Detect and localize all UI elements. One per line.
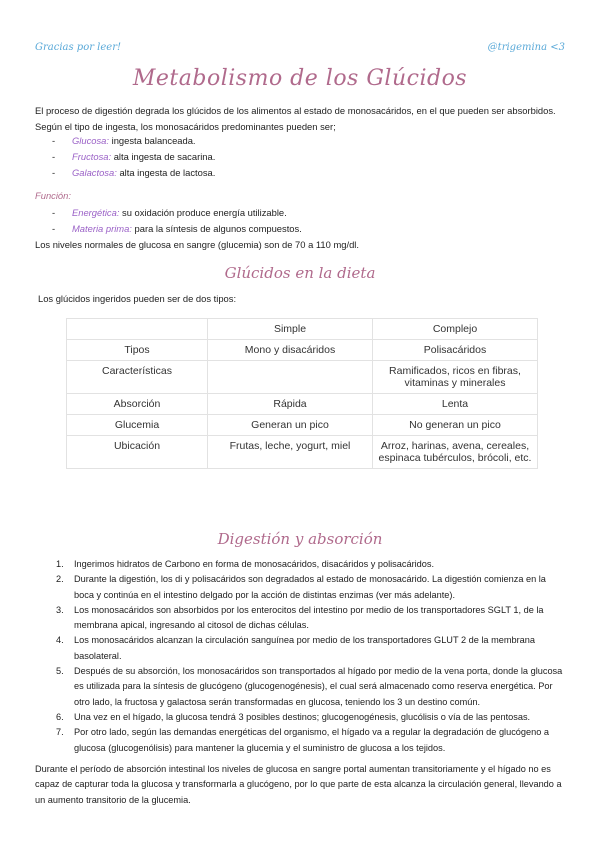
step-number: 4. <box>56 635 64 646</box>
table-cell: Ubicación <box>67 436 208 469</box>
step-text: Después de su absorción, los monosacáridos son transportados al hígado por medio de la vena porta, donde la glucosa es utilizada para la síntesis de glucógeno (glucogenogénesis), el cual será almacenado como reserva energética. Por otro lado, la fructosa y galactosa serán transformadas en glucosa, teniendo los 3 un destino común. <box>74 666 563 707</box>
list-item-term: Fructosa: <box>72 151 112 162</box>
step-text: Los monosacáridos alcanzan la circulación sanguínea por medio de los transportadores GLUT 2 de la membrana basolateral. <box>74 635 535 661</box>
table-cell <box>208 361 373 394</box>
table-cell: Mono y disacáridos <box>208 340 373 361</box>
list-item-desc: su oxidación produce energía utilizable. <box>122 207 287 218</box>
list-item-term: Galactosa: <box>72 167 117 178</box>
function-list <box>52 205 302 237</box>
list-item-term: Materia prima: <box>72 223 132 234</box>
table-cell: Rápida <box>208 394 373 415</box>
digestion-heading: Digestión y absorción <box>217 530 383 548</box>
header-left-note: Gracias por leer! <box>35 42 122 53</box>
list-item-term: Energética: <box>72 207 120 218</box>
table-cell: Tipos <box>67 340 208 361</box>
table-cell: Polisacáridos <box>373 340 538 361</box>
table-row <box>67 394 538 415</box>
table-cell: Arroz, harinas, avena, cereales, espinaca tubérculos, brócoli, etc. <box>373 436 538 469</box>
list-item: - Materia prima: para la síntesis de algunos compuestos. <box>52 221 302 237</box>
step-number: 2. <box>56 574 64 585</box>
digestion-steps <box>56 557 566 756</box>
list-item: - Energética: su oxidación produce energía utilizable. <box>52 205 302 221</box>
table-header-cell: Complejo <box>373 319 538 340</box>
list-item: - Glucosa: ingesta balanceada. <box>52 133 215 149</box>
table-cell: Frutas, leche, yogurt, miel <box>208 436 373 469</box>
function-label: Función: <box>35 190 71 201</box>
step-number: 1. <box>56 559 64 569</box>
step-text: Por otro lado, según las demandas energéticas del organismo, el hígado va a regular la degradación de glucógeno a glucosa (glucogenólisis) para mantener la glucemia y el suministro de glucosa a los tejidos. <box>74 727 550 753</box>
table-header-cell: Simple <box>208 319 373 340</box>
list-item <box>56 557 566 572</box>
monosaccharide-list <box>52 133 215 181</box>
table-cell: Generan un pico <box>208 415 373 436</box>
step-text: Una vez en el hígado, la glucosa tendrá 3 posibles destinos; glucogenogénesis, glucólisis o vía de las pentosas. <box>74 711 531 722</box>
list-item <box>56 633 566 664</box>
table-cell: Características <box>67 361 208 394</box>
table-cell: Lenta <box>373 394 538 415</box>
table-cell: Absorción <box>67 394 208 415</box>
list-item <box>56 603 566 634</box>
step-number: 3. <box>56 604 64 615</box>
step-text: Ingerimos hidratos de Carbono en forma de monosacáridos, disacáridos y polisacáridos. <box>74 559 435 569</box>
step-text: Los monosacáridos son absorbidos por los enterocitos del intestino por medio de los transportadores SGLT 1, de la membrana apical, ingresando al citosol de dichas células. <box>74 604 544 631</box>
table-row <box>67 340 538 361</box>
table-header-row <box>67 319 538 340</box>
table-row <box>67 361 538 394</box>
list-item <box>56 664 566 710</box>
step-number: 7. <box>56 727 64 738</box>
glycemia-note: Los niveles normales de glucosa en sangre (glucemia) son de 70 a 110 mg/dl. <box>35 239 359 250</box>
page-title: Metabolismo de los Glúcidos <box>132 66 468 91</box>
step-text: Durante la digestión, los di y polisacáridos son degradados al estado de monosacárido. La digestión comienza en la boca y continúa en el intestino delgado por la acción de distintas enzimas (ver más adelante). <box>74 574 546 600</box>
list-item: - Fructosa: alta ingesta de sacarina. <box>52 149 215 165</box>
list-item-desc: alta ingesta de sacarina. <box>113 151 216 162</box>
table-row <box>67 436 538 469</box>
diet-heading: Glúcidos en la dieta <box>224 264 376 282</box>
carbohydrate-table <box>66 318 538 469</box>
table-cell: Ramificados, ricos en fibras, vitaminas y minerales <box>373 361 538 394</box>
header-right-handle: @trigemina <3 <box>487 42 565 53</box>
list-item-desc: ingesta balanceada. <box>111 135 196 146</box>
step-number: 6. <box>56 711 64 722</box>
list-item <box>56 710 566 725</box>
step-number: 5. <box>56 666 64 677</box>
table-cell: Glucemia <box>67 415 208 436</box>
table-row <box>67 415 538 436</box>
list-item <box>56 572 566 603</box>
list-item-desc: alta ingesta de lactosa. <box>119 167 216 178</box>
closing-paragraph: Durante el período de absorción intestinal los niveles de glucosa en sangre portal aumentan transitoriamente y el hígado no es capaz de capturar toda la glucosa y transformarla a glucógeno, por lo que parte de esta alcanza la circulación general, llevando a un aumento transitorio de la glucemia. <box>35 764 562 805</box>
table-cell: No generan un pico <box>373 415 538 436</box>
diet-intro: Los glúcidos ingeridos pueden ser de dos tipos: <box>38 293 237 304</box>
list-item-term: Glucosa: <box>72 135 109 146</box>
intro-paragraph: El proceso de digestión degrada los glúcidos de los alimentos al estado de monosacáridos, en el que pueden ser absorbidos. Según el tipo de ingesta, los monosacáridos predominantes pueden ser; <box>35 105 556 132</box>
list-item <box>56 725 566 756</box>
list-item-desc: para la síntesis de algunos compuestos. <box>134 223 302 234</box>
list-item: - Galactosa: alta ingesta de lactosa. <box>52 165 215 181</box>
table-header-cell <box>67 319 208 340</box>
